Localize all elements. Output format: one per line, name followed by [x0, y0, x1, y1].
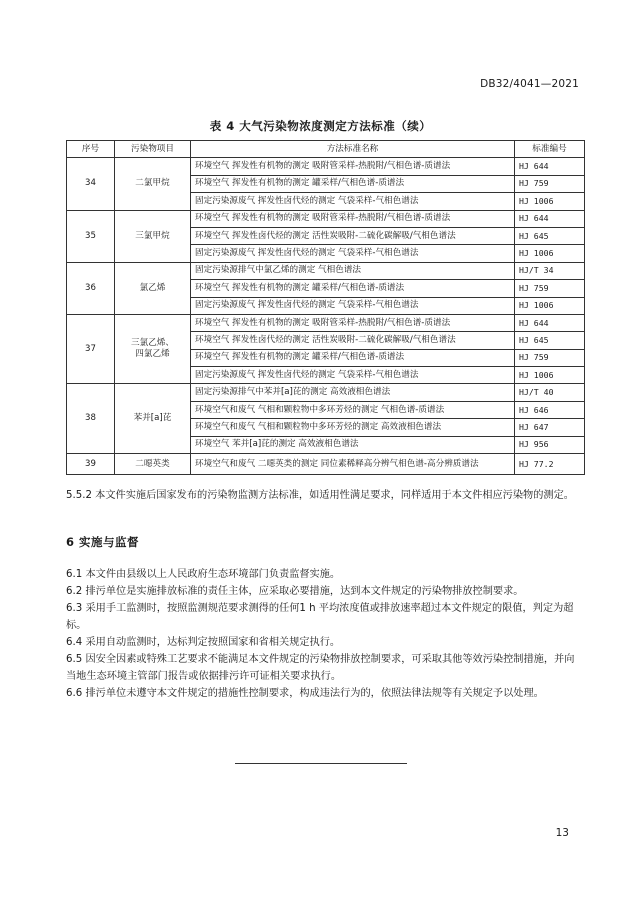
clause-6-6: 6.6 排污单位未遵守本文件规定的措施性控制要求，构成违法行为的，依照法律法规等有关规定予以处理。 — [66, 688, 544, 699]
pollutant-cell: 二氯甲烷 — [115, 158, 191, 210]
method-cell: 固定污染源排气中氯乙烯的测定 气相色谱法 — [191, 262, 515, 279]
clause-6-1: 6.1 本文件由县级以上人民政府生态环境部门负责监督实施。 — [66, 569, 341, 580]
method-cell: 环境空气 挥发性卤代烃的测定 活性炭吸附-二硫化碳解吸/气相色谱法 — [191, 227, 515, 244]
pollutant-cell — [115, 314, 191, 384]
method-cell: 环境空气和废气 气相和颗粒物中多环芳烃的测定 气相色谱-质谱法 — [191, 401, 515, 418]
code-cell: HJ 646 — [515, 401, 585, 418]
pollutant-cell: 二噁英类 — [115, 454, 191, 475]
table-row — [67, 454, 585, 475]
method-standards-table — [66, 140, 585, 475]
page-number: 13 — [555, 827, 569, 839]
clause-6-5: 6.5 因安全因素或特殊工艺要求不能满足本文件规定的污染物排放控制要求，可采取其他等效污染控制措施，并向当地生态环境主管部门报告或依据排污许可证相关要求执行。 — [66, 654, 575, 682]
code-cell: HJ 645 — [515, 332, 585, 349]
clause-text: 5.5.2 本文件实施后国家发布的污染物监测方法标准，如适用性满足要求，同样适用于本文件相应污染物的测定。 — [66, 490, 574, 501]
method-cell: 环境空气 挥发性有机物的测定 罐采样/气相色谱-质谱法 — [191, 280, 515, 297]
code-cell: HJ 645 — [515, 227, 585, 244]
code-cell: HJ/T 40 — [515, 384, 585, 401]
table-row — [67, 314, 585, 331]
seq-cell: 35 — [67, 210, 115, 262]
clause-5-5-2 — [66, 487, 581, 504]
seq-cell: 39 — [67, 454, 115, 475]
clause-6-2: 6.2 排污单位是实施排放标准的责任主体，应采取必要措施，达到本文件规定的污染物排放控制要求。 — [66, 586, 524, 597]
header-pollutant: 污染物项目 — [115, 141, 191, 158]
seq-cell: 38 — [67, 384, 115, 454]
code-cell: HJ 1006 — [515, 193, 585, 210]
table-row — [67, 262, 585, 279]
section-heading: 6 实施与监督 — [66, 535, 140, 549]
code-cell: HJ 759 — [515, 175, 585, 192]
method-cell: 环境空气 挥发性有机物的测定 吸附管采样-热脱附/气相色谱-质谱法 — [191, 210, 515, 227]
seq-cell: 34 — [67, 158, 115, 210]
seq-cell: 37 — [67, 314, 115, 384]
method-cell: 固定污染源废气 挥发性卤代烃的测定 气袋采样-气相色谱法 — [191, 193, 515, 210]
table-row — [67, 210, 585, 227]
pollutant-line: 四氯乙烯 — [135, 349, 170, 360]
code-cell: HJ 647 — [515, 419, 585, 436]
method-cell: 环境空气和废气 二噁英类的测定 同位素稀释高分辨气相色谱-高分辨质谱法 — [191, 454, 515, 475]
pollutant-cell: 氯乙烯 — [115, 262, 191, 314]
code-cell: HJ 1006 — [515, 245, 585, 262]
method-cell: 固定污染源废气 挥发性卤代烃的测定 气袋采样-气相色谱法 — [191, 297, 515, 314]
code-cell: HJ 644 — [515, 158, 585, 175]
method-cell: 环境空气 挥发性有机物的测定 吸附管采样-热脱附/气相色谱-质谱法 — [191, 158, 515, 175]
method-cell: 环境空气 挥发性有机物的测定 吸附管采样-热脱附/气相色谱-质谱法 — [191, 314, 515, 331]
seq-cell: 36 — [67, 262, 115, 314]
code-cell: HJ/T 34 — [515, 262, 585, 279]
code-cell: HJ 1006 — [515, 297, 585, 314]
table-row — [67, 158, 585, 175]
table-row — [67, 384, 585, 401]
code-cell: HJ 644 — [515, 314, 585, 331]
method-cell: 环境空气 挥发性卤代烃的测定 活性炭吸附-二硫化碳解吸/气相色谱法 — [191, 332, 515, 349]
method-cell: 固定污染源废气 挥发性卤代烃的测定 气袋采样-气相色谱法 — [191, 367, 515, 384]
code-cell: HJ 644 — [515, 210, 585, 227]
method-cell: 环境空气和废气 气相和颗粒物中多环芳烃的测定 高效液相色谱法 — [191, 419, 515, 436]
header-code: 标准编号 — [515, 141, 585, 158]
table-title: 表 4 大气污染物浓度测定方法标准（续） — [209, 119, 432, 133]
method-cell: 固定污染源排气中苯并[a]芘的测定 高效液相色谱法 — [191, 384, 515, 401]
document-code: DB32/4041—2021 — [480, 78, 579, 90]
header-method: 方法标准名称 — [191, 141, 515, 158]
header-seq: 序号 — [67, 141, 115, 158]
method-cell: 环境空气 挥发性有机物的测定 罐采样/气相色谱-质谱法 — [191, 349, 515, 366]
method-cell: 固定污染源废气 挥发性卤代烃的测定 气袋采样-气相色谱法 — [191, 245, 515, 262]
pollutant-cell: 苯并[a]芘 — [115, 384, 191, 454]
code-cell: HJ 759 — [515, 280, 585, 297]
method-cell: 环境空气 挥发性有机物的测定 罐采样/气相色谱-质谱法 — [191, 175, 515, 192]
pollutant-cell: 三氯甲烷 — [115, 210, 191, 262]
clause-6-3: 6.3 采用手工监测时，按照监测规范要求测得的任何1 h 平均浓度值或排放速率超过本文件规定的限值，判定为超标。 — [66, 603, 574, 631]
code-cell: HJ 759 — [515, 349, 585, 366]
code-cell: HJ 956 — [515, 436, 585, 453]
method-cell: 环境空气 苯并[a]芘的测定 高效液相色谱法 — [191, 436, 515, 453]
clause-6-4: 6.4 采用自动监测时，达标判定按照国家和省相关规定执行。 — [66, 637, 341, 648]
end-rule — [235, 763, 407, 764]
code-cell: HJ 77.2 — [515, 454, 585, 475]
section-6-body — [66, 566, 581, 702]
pollutant-line: 三氯乙烯、 — [131, 338, 174, 349]
code-cell: HJ 1006 — [515, 367, 585, 384]
table-header-row — [67, 141, 585, 158]
